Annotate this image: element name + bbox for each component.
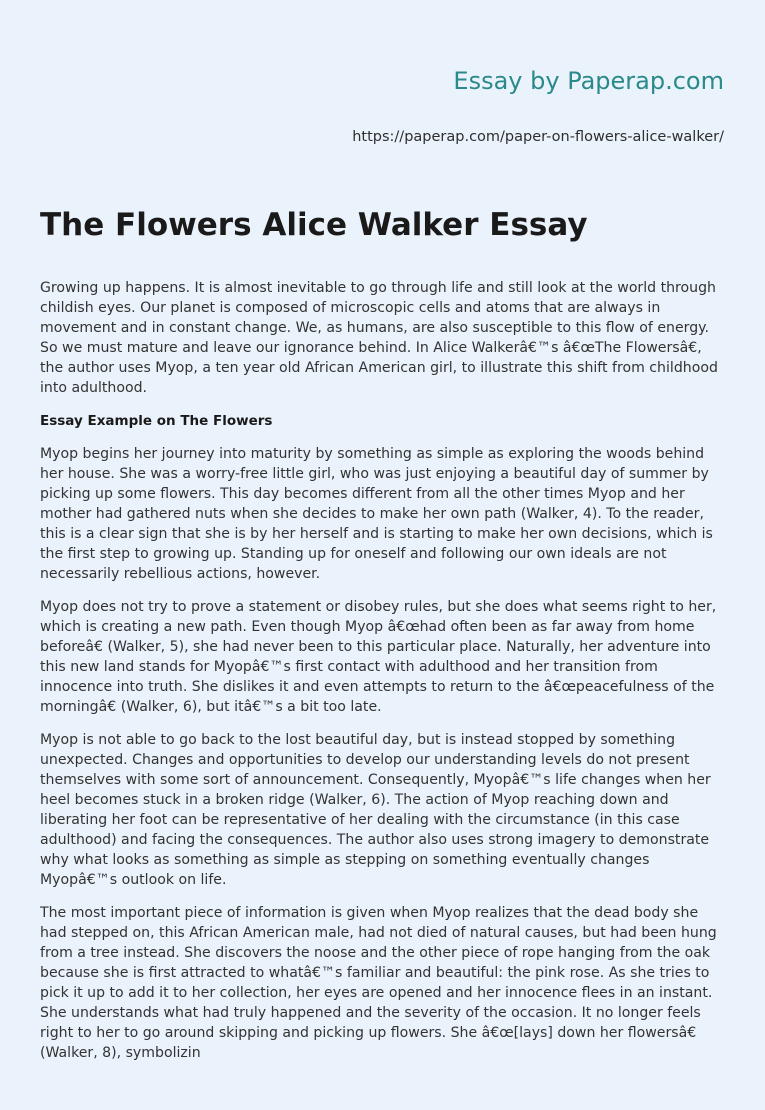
- body-paragraph: The most important piece of information is given when Myop realizes that the dead body she had stepped on, this African American male, had not died of natural causes, but had been hung from a tree instead. She discovers the noose and the other piece of rope hanging from the oak because she is first attracted to whatâ€™s familiar and beautiful: the pink rose. As she tries to pick it up to add it to her collection, her eyes are opened and her innocence flees in an instant. She understands what had truly happened and the severity of the occasion. It no longer feels right to her to go around skipping and picking up flowers. She â€œ[lays] down her flowersâ€ (Walker, 8), symbolizin: [40, 905, 717, 1061]
- site-brand[interactable]: Essay by Paperap.com: [453, 67, 724, 95]
- body-paragraph: Myop is not able to go back to the lost beautiful day, but is instead stopped by something unexpected. Changes and opportunities to develop our understanding levels do not present themselves with some sort of announcement. Consequently, Myopâ€™s life changes when her heel becomes stuck in a broken ridge (Walker, 6). The action of Myop reaching down and liberating her foot can be representative of her dealing with the circumstance (in this case adulthood) and facing the consequences. The author also uses strong imagery to demonstrate why what looks as something as simple as stepping on something eventually changes Myopâ€™s outlook on life.: [40, 732, 711, 888]
- body-paragraph: Myop begins her journey into maturity by something as simple as exploring the woods behind her house. She was a worry-free little girl, who was just enjoying a beautiful day of summer by picking up some flowers. This day becomes different from all the other times Myop and her mother had gathered nuts when she decides to make her own path (Walker, 4). To the reader, this is a clear sign that she is by her herself and is starting to make her own decisions, which is the first step to growing up. Standing up for oneself and following our own ideals are not necessarily rebellious actions, however.: [40, 446, 713, 582]
- section-subheading: Essay Example on The Flowers: [40, 413, 273, 429]
- essay-content: [40, 278, 728, 1076]
- intro-paragraph: Growing up happens. It is almost inevitable to go through life and still look at the world through childish eyes. Our planet is composed of microscopic cells and atoms that are always in movement and in constant change. We, as humans, are also susceptible to this flow of energy. So we must mature and leave our ignorance behind. In Alice Walkerâ€™s â€œThe Flowersâ€, the author uses Myop, a ten year old African American girl, to illustrate this shift from childhood into adulthood.: [40, 280, 718, 396]
- page-title: The Flowers Alice Walker Essay: [40, 207, 588, 243]
- body-paragraph: Myop does not try to prove a statement or disobey rules, but she does what seems right to her, which is creating a new path. Even though Myop â€œhad often been as far away from home beforeâ€ (Walker, 5), she had never been to this particular place. Naturally, her adventure into this new land stands for Myopâ€™s first contact with adulthood and her transition from innocence into truth. She dislikes it and even attempts to return to the â€œpeacefulness of the morningâ€ (Walker, 6), but itâ€™s a bit too late.: [40, 599, 717, 715]
- page-url[interactable]: https://paperap.com/paper-on-flowers-alice-walker/: [352, 129, 724, 145]
